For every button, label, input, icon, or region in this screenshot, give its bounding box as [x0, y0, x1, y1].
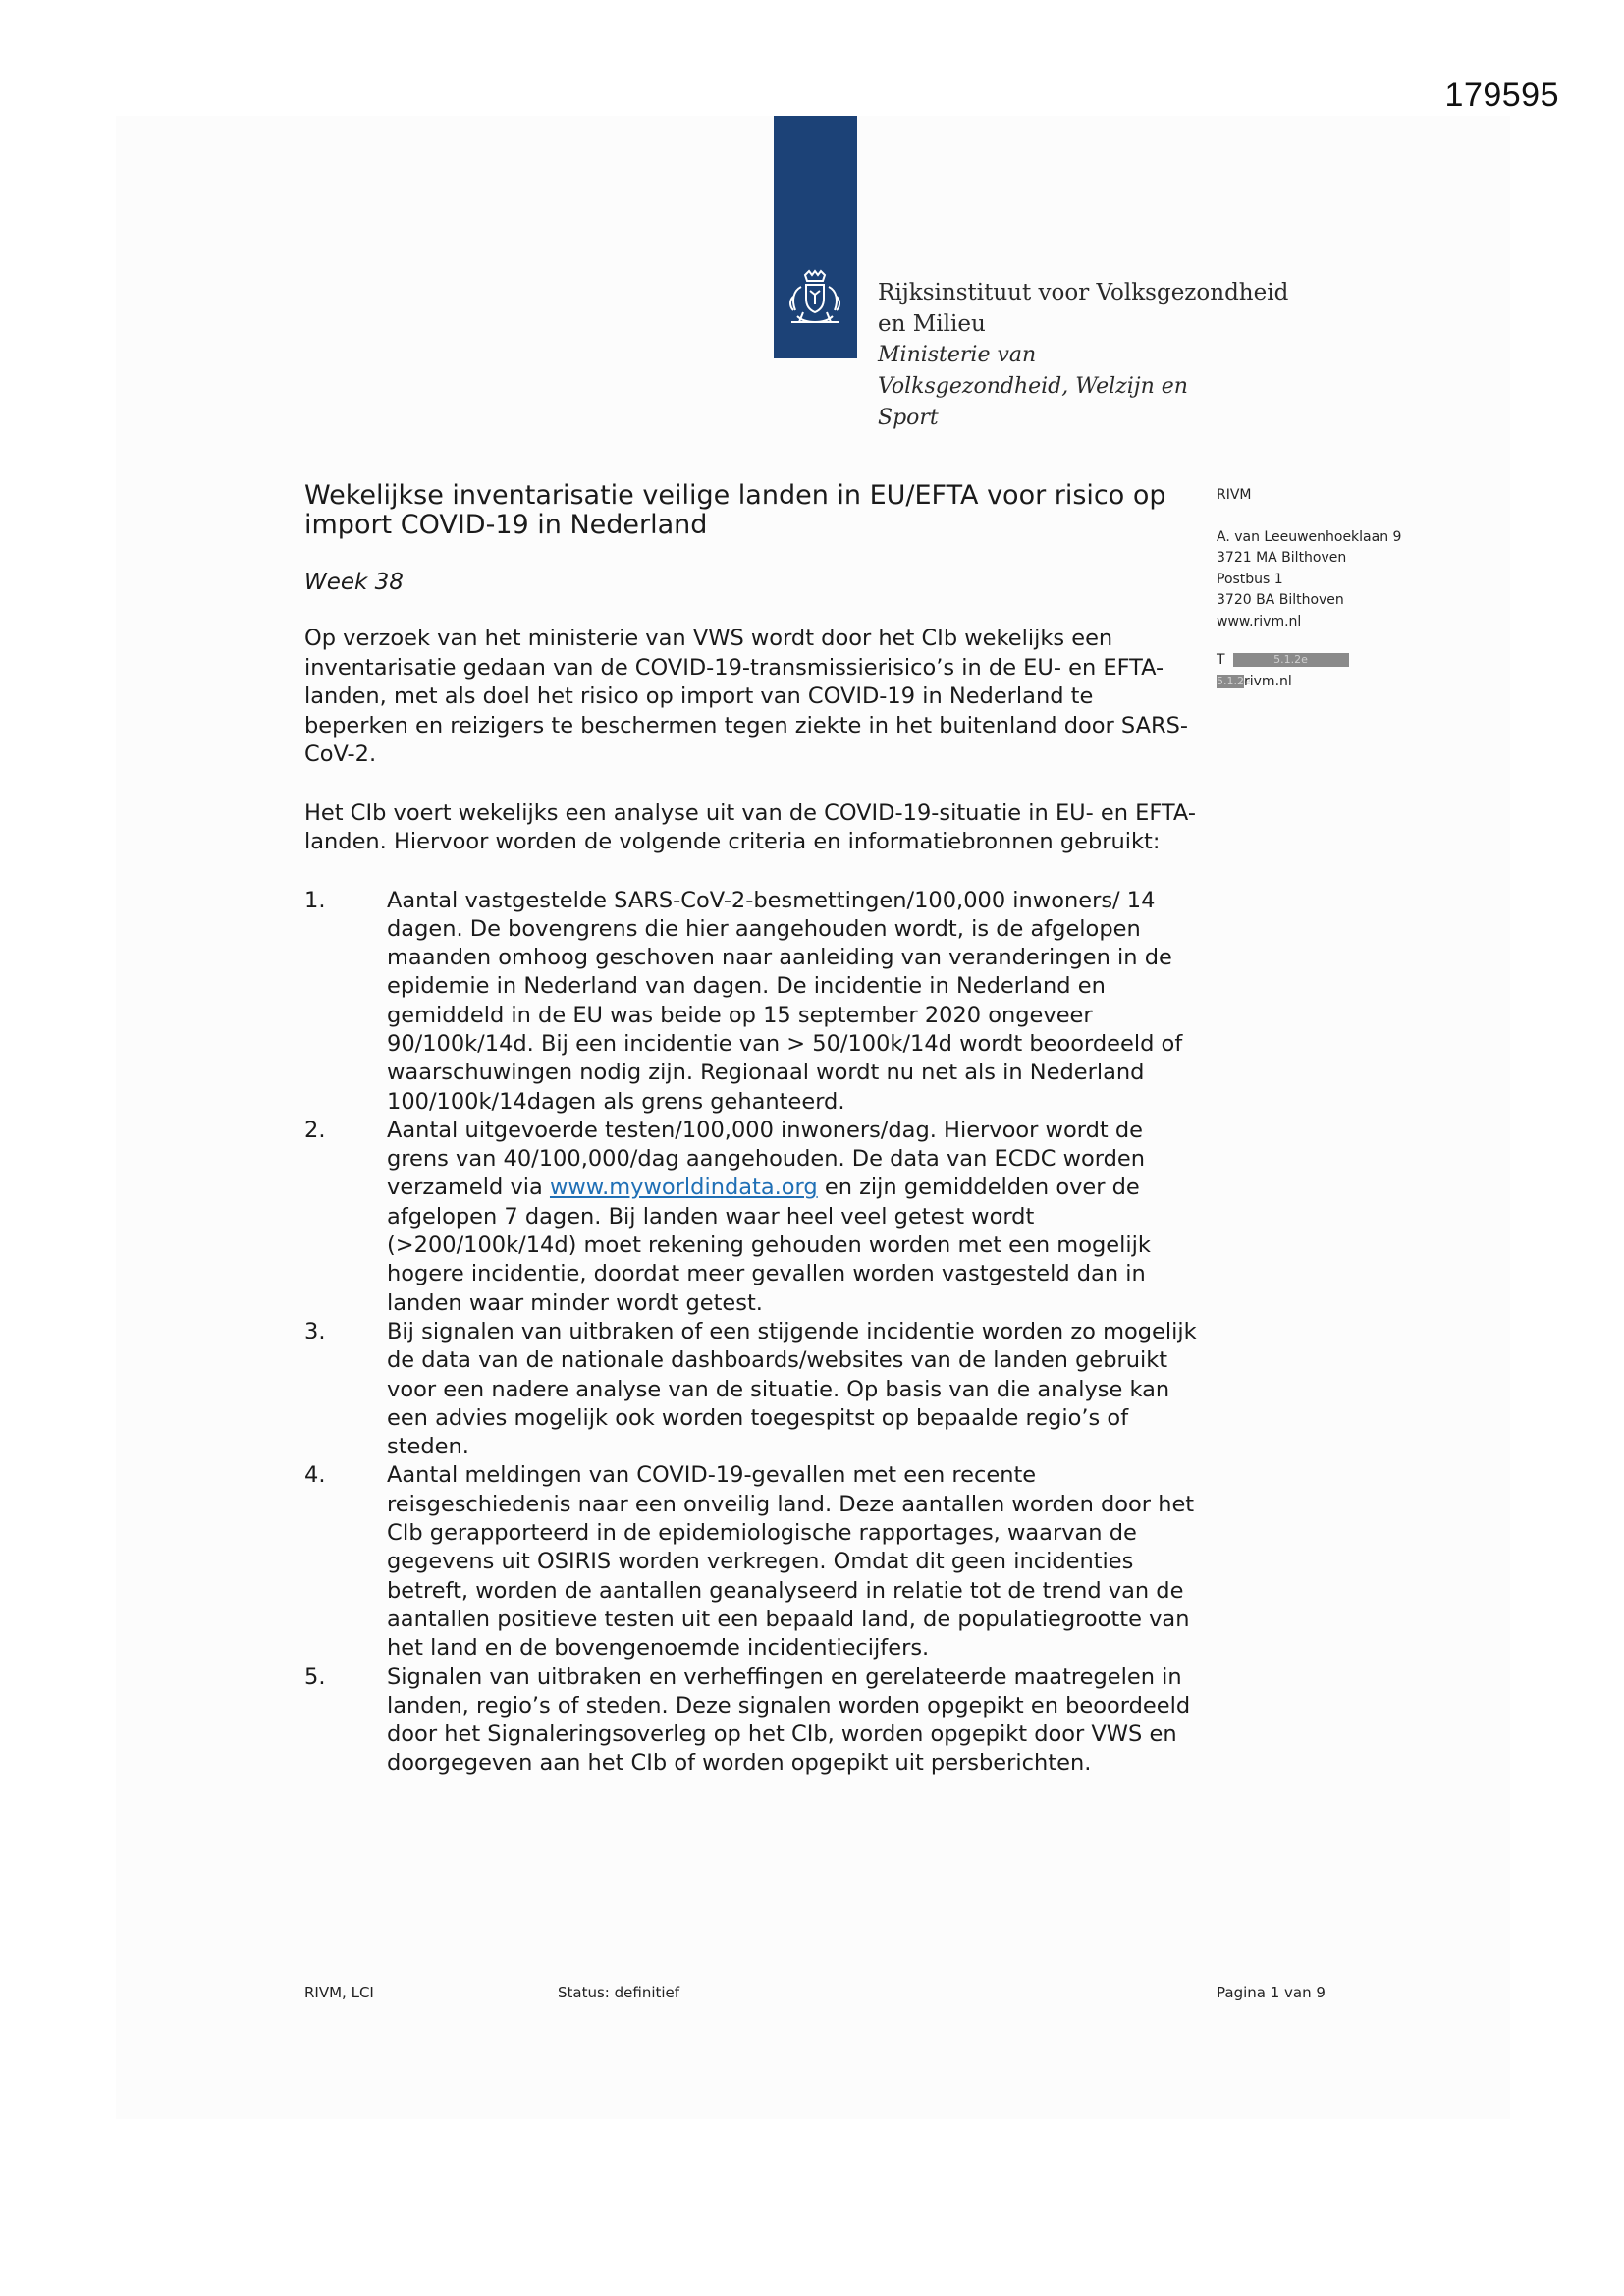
document-id: 179595 — [1444, 77, 1559, 114]
email-row — [1217, 672, 1401, 693]
phone-label: T — [1217, 652, 1225, 668]
list-number: 3. — [304, 1318, 326, 1344]
list-item-text: Signalen van uitbraken en verheffingen en gerelateerde maatregelen in landen, regio’s of steden. Deze signalen worden opgepikt en beoordeeld door het Signaleringsoverleg op het CIb, worden opgepikt door VWS en doorgegeven aan het CIb of worden opgepikt uit persberichten. — [387, 1664, 1191, 1777]
list-number: 2. — [304, 1117, 326, 1143]
phone-redaction: 5.1.2e — [1233, 653, 1349, 667]
org-name: Rijksinstituut voor Volksgezondheid en Milieu — [878, 280, 1289, 337]
main-content — [304, 481, 1203, 1778]
footer-org: RIVM, LCI — [304, 1984, 374, 2001]
list-number: 1. — [304, 887, 326, 913]
website-link[interactable]: www.rivm.nl — [1217, 613, 1302, 629]
intro-paragraph: Op verzoek van het ministerie van VWS wordt door het CIb wekelijks een inventarisatie gedaan van de COVID-19-transmissierisico’s in de EU- en EFTA-landen, met als doel het risico op import van COVID-19 in Nederland te beperken en reizigers te beschermen tegen ziekte in het buitenland door SARS-CoV-2. — [304, 626, 1189, 767]
royal-coat-of-arms-icon — [780, 267, 850, 338]
list-item — [304, 1117, 1203, 1318]
address-line: 3720 BA Bilthoven — [1217, 592, 1344, 608]
footer-status: Status: definitief — [558, 1984, 680, 2001]
email-suffix: rivm.nl — [1244, 673, 1292, 689]
phone-row — [1217, 650, 1401, 672]
org-header — [878, 277, 1300, 434]
myworldindata-link[interactable]: www.myworldindata.org — [549, 1175, 818, 1201]
list-item-text: Aantal vastgestelde SARS-CoV-2-besmettingen/100,000 inwoners/ 14 dagen. De bovengrens die hier aangehouden wordt, is de afgelopen maanden omhoog geschoven naar aanleiding van veranderingen in de epidemie in Nederland van dagen. De incidentie in Nederland en gemiddeld in de EU was beide op 15 september 2020 ongeveer 90/100k/14d. Bij een incidentie van > 50/100k/14d wordt beoordeeld of waarschuwingen nodig zijn. Regionaal wordt nu net als in Nederland 100/100k/14dagen als grens gehanteerd. — [387, 887, 1183, 1115]
email-redaction: 5.1.2e — [1217, 674, 1251, 687]
address-line: 3721 MA Bilthoven — [1217, 550, 1347, 566]
list-number: 5. — [304, 1664, 326, 1690]
analysis-paragraph: Het CIb voert wekelijks een analyse uit van de COVID-19-situatie in EU- en EFTA-landen. Hiervoor worden de volgende criteria en informatiebronnen gebruikt: — [304, 799, 1196, 854]
list-item — [304, 1664, 1203, 1778]
page-title: Wekelijkse inventarisatie veilige landen in EU/EFTA voor risico op import COVID-19 in Nederland — [304, 480, 1166, 540]
list-item — [304, 1461, 1203, 1663]
list-item-text-part: en zijn gemiddelden over de afgelopen 7 dagen. Bij landen waar heel veel getest wordt (>200/100k/14d) moet rekening gehouden worden met een mogelijk hogere incidentie, doordat meer gevallen worden vastgesteld dan in landen waar minder wordt getest. — [387, 1175, 1151, 1316]
list-item-text — [387, 1117, 1203, 1318]
list-number: 4. — [304, 1462, 326, 1489]
criteria-list — [304, 887, 1203, 1778]
sidebar-address — [1217, 485, 1401, 692]
list-item — [304, 887, 1203, 1117]
list-item — [304, 1318, 1203, 1461]
ministry-name: Ministerie van Volksgezondheid, Welzijn en Sport — [878, 343, 1188, 430]
week-label: Week 38 — [304, 570, 404, 595]
footer-page-number: Pagina 1 van 9 — [1217, 1984, 1326, 2001]
sidebar-org: RIVM — [1217, 487, 1252, 503]
list-item-text-part: Aantal uitgevoerde testen/100,000 inwoners/dag. Hiervoor wordt de grens van 40/100,000/dag aangehouden. De data van ECDC worden verzameld via — [387, 1117, 1145, 1201]
address-line: Postbus 1 — [1217, 571, 1283, 587]
list-item-text: Bij signalen van uitbraken of een stijgende incidentie worden zo mogelijk de data van de nationale dashboards/websites van de landen gebruikt voor een nadere analyse van de situatie. Op basis van die analyse kan een advies mogelijk ook worden toegespitst op bepaalde regio’s of steden. — [387, 1318, 1197, 1460]
address-line: A. van Leeuwenhoeklaan 9 — [1217, 528, 1402, 545]
list-item-text: Aantal meldingen van COVID-19-gevallen met een recente reisgeschiedenis naar een onveilig land. Deze aantallen worden door het CIb gerapporteerd in de epidemiologische rapportages, waarvan de gegevens uit OSIRIS worden verkregen. Omdat dit geen incidenties betreft, worden de aantallen geanalyseerd in relatie tot de trend van de aantallen positieve testen uit een bepaald land, de populatiegrootte van het land en de bovengenoemde incidentiecijfers. — [387, 1462, 1195, 1662]
